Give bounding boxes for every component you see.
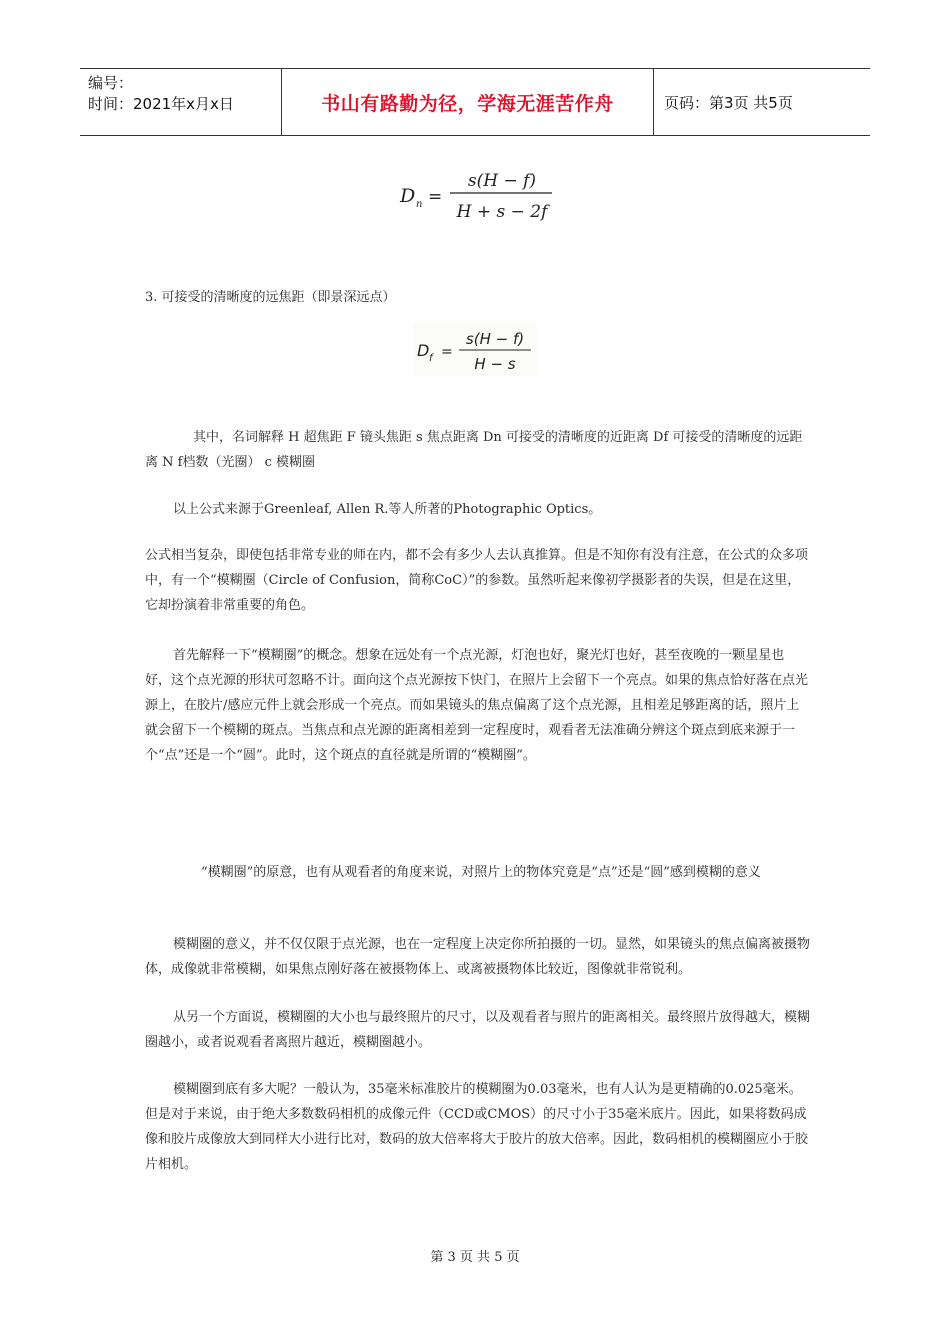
date-label: 时间：2021年x月x日	[88, 95, 234, 113]
formula-near-focus	[392, 160, 562, 226]
paragraph-coc-meaning: “模糊圈”的原意，也有从观看者的角度来说，对照片上的物体究竟是“点”还是“圆”感到模糊的意义	[201, 865, 761, 880]
number-label: 编号：	[88, 74, 134, 92]
formula-far-lhs: D	[417, 341, 430, 360]
paragraph-coc-concept: 首先解释一下“模糊圈”的概念。想象在远处有一个点光源，灯泡也好，聚光灯也好，甚至夜晚的一颗星星也好，这个点光源的形状可忽略不计。面向这个点光源按下快门，在照片上会留下一个亮点。如果的焦点恰好落在点光源上，在胶片/感应元件上就会形成一个亮点。而如果镜头的焦点偏离了这个点光源，且相差足够距离的话，照片上就会留下一个模糊的斑点。当焦点和点光源的距离相差到一定程度时，观看者无法准确分辨这个斑点到底来源于一个“点”还是一个“圆”。此时，这个斑点的直径就是所谓的“模糊圈”。	[145, 648, 809, 763]
formula-near-denominator: H + s − 2f	[456, 202, 548, 222]
paragraph-term-definitions: 其中，名词解释 H 超焦距 F 镜头焦距 s 焦点距离 Dn 可接受的清晰度的近距离 Df 可接受的清晰度的远距离 N f档数（光圈） c 模糊圈	[145, 430, 803, 470]
header-page-label: 页码：第3页 共5页	[664, 93, 793, 112]
formula-far-focus	[413, 322, 537, 376]
paragraph-coc-significance: 模糊圈的意义，并不仅仅限于点光源，也在一定程度上决定你所拍摄的一切。显然，如果镜头的焦点偏离被摄物体，成像就非常模糊，如果焦点刚好落在被摄物体上、或离被摄物体比较近，图像就非常锐利。	[145, 937, 811, 977]
paragraph-formula-source: 以上公式来源于Greenleaf, Allen R.等人所著的Photographic Optics。	[173, 502, 602, 517]
formula-far-numerator: s(H − f)	[465, 330, 525, 348]
paragraph-coc-intro: 公式相当复杂，即使包括非常专业的师在内，都不会有多少人去认真推算。但是不知你有没有注意，在公式的众多项中，有一个“模糊圈（Circle of Confusion，简称CoC）”的参数。虽然听起来像初学摄影者的失误，但是在这里，它却扮演着非常重要的角色。	[145, 548, 809, 613]
formula-near-equals: =	[428, 187, 443, 207]
paragraph-coc-values: 模糊圈到底有多大呢？一般认为，35毫米标准胶片的模糊圈为0.03毫米，也有人认为是更精确的0.025毫米。但是对于来说，由于绝大多数数码相机的成像元件（CCD或CMOS）的尺寸小于35毫米底片。因此，如果将数码成像和胶片成像放大到同样大小进行比对，数码的放大倍率将大于胶片的放大倍率。因此，数码相机的模糊圈应小于胶片相机。	[145, 1082, 809, 1172]
formula-near-lhs-sub: n	[416, 199, 423, 210]
header-motto: 书山有路勤为径，学海无涯苦作舟	[282, 69, 654, 135]
formula-near-numerator: s(H − f)	[467, 171, 537, 191]
formula-far-equals: =	[441, 344, 453, 360]
formula-far-denominator: H − s	[474, 355, 516, 373]
formula-far-lhs-sub: f	[429, 353, 433, 364]
header-meta	[80, 69, 282, 135]
page-header	[80, 68, 870, 136]
formula-near-lhs: D	[400, 185, 416, 207]
item-3-far-focus: 3. 可接受的清晰度的远焦距（即景深远点）	[145, 290, 396, 305]
paragraph-coc-size-factors: 从另一个方面说，模糊圈的大小也与最终照片的尺寸，以及观看者与照片的距离相关。最终照片放得越大，模糊圈越小，或者说观看者离照片越近，模糊圈越小。	[145, 1010, 811, 1050]
page-footer: 第 3 页 共 5 页	[430, 1250, 520, 1265]
